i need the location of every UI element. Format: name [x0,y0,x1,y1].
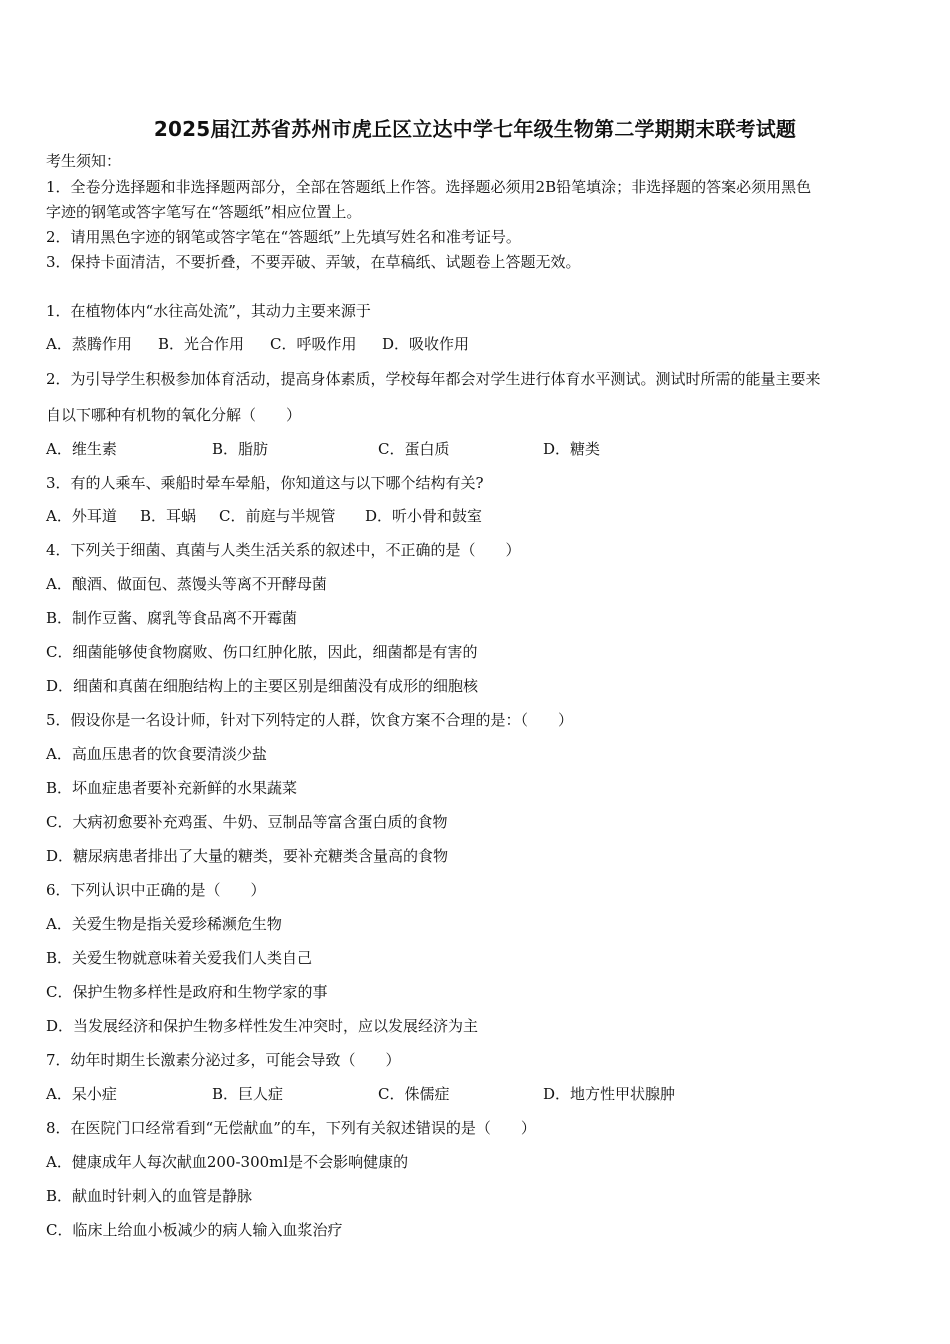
notice-item: 字迹的钢笔或答字笔写在“答题纸”相应位置上。 [46,203,362,221]
page-title: 2025届江苏省苏州市虎丘区立达中学七年级生物第二学期期末联考试题 [153,117,797,141]
option-b: B．坏血症患者要补充新鲜的水果蔬菜 [46,779,298,797]
notice-heading: 考生须知： [46,152,122,170]
question-stem: 7．幼年时期生长激素分泌过多，可能会导致（ ） [46,1051,401,1069]
option-c: C．保护生物多样性是政府和生物学家的事 [46,983,328,1001]
option-b: B．脂肪 [212,440,269,458]
notice-item: 1．全卷分选择题和非选择题两部分，全部在答题纸上作答。选择题必须用2B铅笔填涂；非选择题的答案必须用黑色 [46,178,812,196]
option-a: A．维生素 [46,440,117,458]
option-c: C．大病初愈要补充鸡蛋、牛奶、豆制品等富含蛋白质的食物 [46,813,448,831]
option-a: A．蒸腾作用 [46,335,132,353]
option-d: D．细菌和真菌在细胞结构上的主要区别是细菌没有成形的细胞核 [46,677,479,695]
option-row [46,506,482,526]
notice-item: 2．请用黑色字迹的钢笔或答字笔在“答题纸”上先填写姓名和准考证号。 [46,228,521,246]
option-b: B．巨人症 [212,1085,284,1103]
option-a: A．健康成年人每次献血200-300ml是不会影响健康的 [46,1153,409,1171]
option-row [46,334,469,354]
option-b: B．耳蜗 [140,507,197,525]
option-a: A．呆小症 [46,1085,117,1103]
option-a: A．酿酒、做面包、蒸馒头等离不开酵母菌 [46,575,327,593]
option-c: C．蛋白质 [378,440,450,458]
option-b: B．光合作用 [158,335,245,353]
question-stem: 6．下列认识中正确的是（ ） [46,881,266,899]
notice-item: 3．保持卡面清洁，不要折叠，不要弄破、弄皱，在草稿纸、试题卷上答题无效。 [46,253,581,271]
question-stem: 8．在医院门口经常看到“无偿献血”的车，下列有关叙述错误的是（ ） [46,1119,536,1137]
question-stem: 1．在植物体内“水往高处流”，其动力主要来源于 [46,302,371,320]
question-stem: 2．为引导学生积极参加体育活动，提高身体素质，学校每年都会对学生进行体育水平测试。测试时所需的能量主要来 [46,370,821,388]
option-d: D．糖尿病患者排出了大量的糖类，要补充糖类含量高的食物 [46,847,449,865]
question-stem: 5．假设你是一名设计师，针对下列特定的人群，饮食方案不合理的是：（ ） [46,711,574,729]
option-a: A．关爱生物是指关爱珍稀濒危生物 [46,915,282,933]
option-d: D．当发展经济和保护生物多样性发生冲突时，应以发展经济为主 [46,1017,479,1035]
option-row [46,1084,675,1104]
option-d: D．糖类 [543,440,601,458]
option-b: B．献血时针刺入的血管是静脉 [46,1187,253,1205]
option-b: B．关爱生物就意味着关爱我们人类自己 [46,949,313,967]
option-b: B．制作豆酱、腐乳等食品离不开霉菌 [46,609,298,627]
option-a: A．高血压患者的饮食要清淡少盐 [46,745,267,763]
question-stem-continued: 自以下哪种有机物的氧化分解（ ） [46,406,302,424]
option-row [46,439,600,459]
option-d: D．地方性甲状腺肿 [543,1085,676,1103]
option-c: C．前庭与半规管 [219,507,336,525]
option-d: D．听小骨和鼓室 [365,507,483,525]
option-c: C．呼吸作用 [270,335,357,353]
option-c: C．临床上给血小板减少的病人输入血浆治疗 [46,1221,343,1239]
question-stem: 3．有的人乘车、乘船时晕车晕船，你知道这与以下哪个结构有关? [46,474,484,492]
option-c: C．侏儒症 [378,1085,450,1103]
option-d: D．吸收作用 [382,335,470,353]
option-c: C．细菌能够使食物腐败、伤口红肿化脓，因此，细菌都是有害的 [46,643,478,661]
question-stem: 4．下列关于细菌、真菌与人类生活关系的叙述中，不正确的是（ ） [46,541,521,559]
option-a: A．外耳道 [46,507,117,525]
